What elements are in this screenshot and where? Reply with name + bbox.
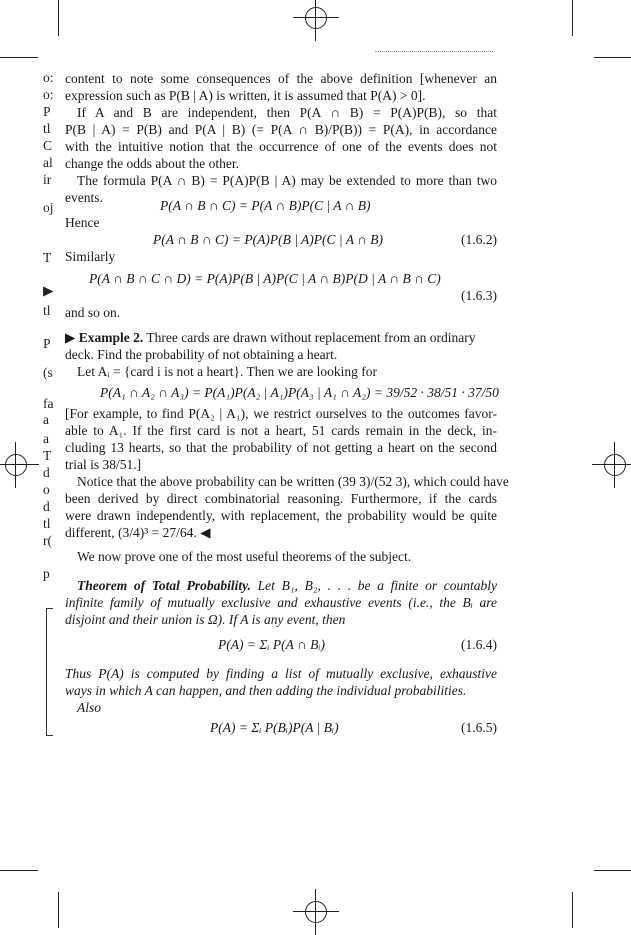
- example-marker: ▶: [65, 330, 76, 345]
- text-line: Let Aᵢ = {card i is not a heart}. Then we are looking for: [77, 364, 377, 379]
- edge-fragment: ir: [43, 172, 52, 187]
- equation-number: (1.6.3): [461, 288, 497, 303]
- text-line: P(B | A) = P(B) and P(A | B) (= P(A ∩ B)/P(B)) = P(A), in accordance: [65, 122, 497, 137]
- text-line: We now prove one of the most useful theorems of the subject.: [77, 549, 412, 564]
- edge-fragment: a: [43, 431, 49, 446]
- text-line: cluding 13 hearts, so that the probability of not getting a heart on the second: [65, 440, 497, 455]
- edge-fragment: d: [43, 499, 50, 514]
- example-heading: [65, 330, 497, 346]
- edge-fragment: al: [43, 155, 53, 170]
- registration-mark-left: [1, 450, 31, 480]
- text-line: Hence: [65, 215, 100, 230]
- edge-fragment: a: [43, 412, 49, 427]
- theorem-bracket: [46, 608, 53, 736]
- equation-number: (1.6.2): [461, 232, 497, 247]
- edge-fragment: C: [43, 138, 53, 153]
- registration-mark-bottom: [301, 897, 331, 927]
- registration-mark-right: [600, 450, 630, 480]
- text-line: Similarly: [65, 249, 116, 264]
- text-line: and so on.: [65, 305, 121, 320]
- text-line: expression such as P(B | A) is written, it is assumed that P(A) > 0].: [65, 88, 426, 103]
- text-line: Notice that the above probability can be written (39 3)/(52 3), which could have: [77, 474, 509, 489]
- theorem-first-line: Theorem of Total Probability. Let B₁, B₂, . . . be a finite or countably: [77, 578, 498, 593]
- edge-fragment: P: [43, 336, 51, 351]
- crop-mark: [572, 892, 573, 928]
- edge-fragment: T: [43, 448, 52, 463]
- equation-1-6-5: P(A) = Σᵢ P(Bᵢ)P(A | Bᵢ): [210, 720, 339, 735]
- edge-fragment: (s: [43, 365, 53, 380]
- edge-fragment: oj: [43, 200, 54, 215]
- text-line: Thus P(A) is computed by finding a list of mutually exclusive, exhaustive: [65, 666, 497, 681]
- text-line: infinite family of mutually exclusive and exhaustive events (i.e., the Bᵢ are: [65, 595, 497, 610]
- edge-fragment: tl: [43, 121, 51, 136]
- text-line: with the intuitive notion that the occurrence of one of the events does not: [65, 139, 497, 154]
- edge-fragment: P: [43, 104, 51, 119]
- equation-number: (1.6.5): [461, 720, 497, 735]
- text-line: Three cards are drawn without replacement from an ordinary: [146, 330, 476, 345]
- edge-fragment: o:: [43, 70, 54, 85]
- equation-1-6-2: P(A ∩ B ∩ C) = P(A)P(B | A)P(C | A ∩ B): [153, 232, 383, 247]
- crop-mark: [594, 57, 631, 58]
- text-line: change the odds about the other.: [65, 156, 239, 171]
- text-line: been derived by direct combinatorial reasoning. Furthermore, if the cards: [65, 491, 497, 506]
- registration-mark-top: [301, 3, 331, 33]
- equation-number: (1.6.4): [461, 637, 497, 652]
- example-equation: P(A₁ ∩ A₂ ∩ A₃) = P(A₁)P(A₂ | A₁)P(A₃ | A₁ ∩ A₂) = 39/52 · 38/51 · 37/50: [100, 385, 499, 400]
- text-line: disjoint and their union is Ω). If A is any event, then: [65, 612, 346, 627]
- crop-mark: [0, 870, 38, 871]
- text-line: different, (3/4)³ = 27/64. ◀: [65, 525, 211, 540]
- crop-mark: [58, 892, 59, 928]
- text-line: were drawn independently, with replacement, the probability would be quite: [65, 508, 497, 523]
- edge-fragment: o:: [43, 87, 54, 102]
- crop-mark: [58, 0, 59, 36]
- theorem-title: Theorem of Total Probability.: [77, 578, 251, 593]
- text-line: The formula P(A ∩ B) = P(A)P(B | A) may be extended to more than two: [77, 173, 497, 188]
- edge-fragment: d: [43, 465, 50, 480]
- equation: P(A ∩ B ∩ C) = P(A ∩ B)P(C | A ∩ B): [160, 198, 371, 213]
- text-line: deck. Find the probability of not obtaining a heart.: [65, 347, 338, 362]
- text-line: events.: [65, 190, 103, 205]
- crop-mark: [0, 57, 38, 58]
- text-line: ways in which A can happen, and then adding the individual probabilities.: [65, 683, 467, 698]
- example-label: Example 2.: [78, 330, 144, 345]
- text-line: able to A₁. If the first card is not a heart, 51 cards remain in the deck, in-: [65, 423, 497, 438]
- text-line: content to note some consequences of the above definition [whenever an: [65, 71, 497, 86]
- edge-fragment: o: [43, 482, 50, 497]
- text-line: If A and B are independent, then P(A ∩ B) = P(A)P(B), so that: [77, 105, 497, 120]
- bleed-dotted-line: [375, 51, 493, 54]
- text-line: Also: [77, 700, 102, 715]
- text-line: [For example, to find P(A₂ | A₁), we restrict ourselves to the outcomes favor-: [65, 406, 497, 421]
- edge-fragment: fa: [43, 396, 54, 411]
- equation-1-6-4: P(A) = Σᵢ P(A ∩ Bᵢ): [218, 637, 325, 652]
- text-line: trial is 38/51.]: [65, 457, 142, 472]
- edge-fragment: r(: [43, 533, 52, 548]
- equation-1-6-3: P(A ∩ B ∩ C ∩ D) = P(A)P(B | A)P(C | A ∩ B)P(D | A ∩ B ∩ C): [89, 271, 441, 286]
- crop-mark: [572, 0, 573, 36]
- edge-fragment: p: [43, 566, 50, 581]
- edge-fragment: T: [43, 250, 52, 265]
- edge-fragment: ▶: [43, 283, 54, 298]
- crop-mark: [594, 870, 631, 871]
- edge-fragment: tl: [43, 303, 51, 318]
- edge-fragment: tl: [43, 516, 51, 531]
